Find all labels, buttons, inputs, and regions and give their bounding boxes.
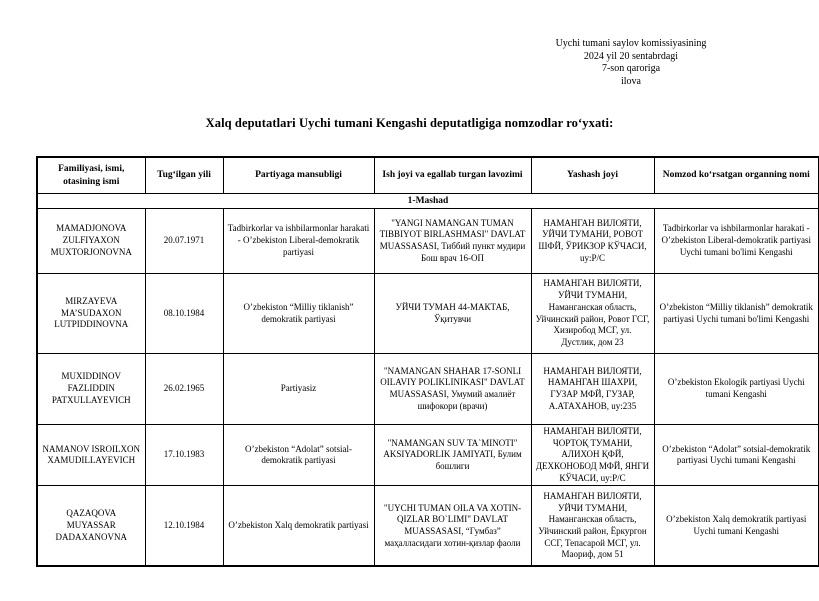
workplace-position: "YANGI NAMANGAN TUMAN TIBBIYOT BIRLASHMASI" DAVLAT MUASSASASI, Тиббий пункт мудири Бош врач 16-ОП	[374, 209, 531, 274]
candidate-name: QAZAQOVA MUYASSAR DADAXANOVNA	[37, 486, 145, 567]
note-line: ilova	[621, 75, 641, 87]
residence-address: НАМАНГАН ВИЛОЯТИ, УЙЧИ ТУМАНИ, Наманганская область, Уйчинский район, Ровот ГСГ, Хизиробод МСГ, ул. Дустлик, дом 23	[531, 274, 654, 354]
candidates-table	[36, 156, 819, 567]
section-row	[37, 194, 819, 209]
section-label: 1-Mashad	[37, 194, 819, 209]
birth-date: 08.10.1984	[145, 274, 223, 354]
table-row	[37, 209, 819, 274]
candidate-name: MIRZAYEVA MA’SUDAXON LUTPIDDINOVNA	[37, 274, 145, 354]
birth-date: 17.10.1983	[145, 425, 223, 486]
header-name: Familiyasi, ismi, otasining ismi	[37, 157, 145, 194]
header-party: Partiyaga mansubligi	[223, 157, 374, 194]
table-row	[37, 425, 819, 486]
nominating-organ: O’zbekiston “Milliy tiklanish” demokratik partiyasi Uychi tumani bo'limi Kengashi	[654, 274, 819, 354]
party-affiliation: Partiyasiz	[223, 354, 374, 425]
note-line: Uychi tumani saylov komissiyasining	[555, 38, 707, 49]
birth-date: 20.07.1971	[145, 209, 223, 274]
residence-address: НАМАНГАН ВИЛОЯТИ, НАМАНГАН ШАХРИ, ГУЗАР МФЙ, ГУЗАР, А.АТАХАНОВ, uy:235	[531, 354, 654, 425]
table-row	[37, 274, 819, 354]
residence-address: НАМАНГАН ВИЛОЯТИ, УЙЧИ ТУМАНИ, Наманганская область, Уйчинский район, Ёркургон ССГ, Тепасарой МСГ, ул. Маориф, дом 51	[531, 486, 654, 567]
header-job: Ish joyi va egallab turgan lavozimi	[374, 157, 531, 194]
header-address: Yashash joyi	[531, 157, 654, 194]
workplace-position: "UYCHI TUMAN OILA VA XOTIN-QIZLAR BO`LIMI" DAVLAT MUASSASASI, “Гумбаз” маҳалласидаги хотин-қизлар фаоли	[374, 486, 531, 567]
header-nominating-org: Nomzod koʻrsatgan organning nomi	[654, 157, 819, 194]
candidate-name: MAMADJONOVA ZULFIYAXON MUXTORJONOVNA	[37, 209, 145, 274]
candidate-name: MUXIDDINOV FAZLIDDIN PATXULLAYEVICH	[37, 354, 145, 425]
workplace-position: "NAMANGAN SHAHAR 17-SONLI OILAVIY POLIKLINIKASI" DAVLAT MUASSASASI, Умумий амалиёт шифокори (врачи)	[374, 354, 531, 425]
residence-address: НАМАНГАН ВИЛОЯТИ, УЙЧИ ТУМАНИ, РОВОТ ШФЙ, ЎРИКЗОР КЎЧАСИ, uy:Р/С	[531, 209, 654, 274]
residence-address: НАМАНГАН ВИЛОЯТИ, ЧОРТОҚ ТУМАНИ, АЛИХОН ҚФЙ, ДЕХКОНОБОД МФЙ, ЯНГИ КЎЧАСИ, uy:Р/С	[531, 425, 654, 486]
header-birth-year: Tugʻilgan yili	[145, 157, 223, 194]
candidate-name: NAMANOV ISROILXON XAMUDILLAYEVICH	[37, 425, 145, 486]
nominating-organ: O’zbekiston Xalq demokratik partiyasi Uychi tumani Kengashi	[654, 486, 819, 567]
nominating-organ: Tadbirkorlar va ishbilarmonlar harakati - O’zbekiston Liberal-demokratik partiyasi Uychi tumani bo'limi Kengashi	[654, 209, 819, 274]
decision-note	[505, 38, 757, 88]
birth-date: 12.10.1984	[145, 486, 223, 567]
party-affiliation: O’zbekiston “Adolat” sotsial-demokratik partiyasi	[223, 425, 374, 486]
party-affiliation: O’zbekiston “Milliy tiklanish” demokratik partiyasi	[223, 274, 374, 354]
nominating-organ: O’zbekiston Ekologik partiyasi Uychi tumani Kengashi	[654, 354, 819, 425]
note-line: 7-son qaroriga	[601, 63, 661, 74]
page-title: Xalq deputatlari Uychi tumani Kengashi deputatligiga nomzodlar roʻyxati:	[205, 116, 614, 130]
nominating-organ: O’zbekiston “Adolat” sotsial-demokratik partiyasi Uychi tumani Kengashi	[654, 425, 819, 486]
party-affiliation: Tadbirkorlar va ishbilarmonlar harakati - O’zbekiston Liberal-demokratik partiyasi	[223, 209, 374, 274]
table-header-row	[37, 157, 819, 194]
note-line: 2024 yil 20 sentabrdagi	[583, 50, 679, 62]
party-affiliation: O’zbekiston Xalq demokratik partiyasi	[223, 486, 374, 567]
workplace-position: УЙЧИ ТУМАН 44-МАКТАБ, Ўқитувчи	[374, 274, 531, 354]
workplace-position: "NAMANGAN SUV TA`MINOTI" AKSIYADORLIK JAMIYATI, Булим бошлиги	[374, 425, 531, 486]
table-row	[37, 354, 819, 425]
birth-date: 26.02.1965	[145, 354, 223, 425]
table-row	[37, 486, 819, 567]
